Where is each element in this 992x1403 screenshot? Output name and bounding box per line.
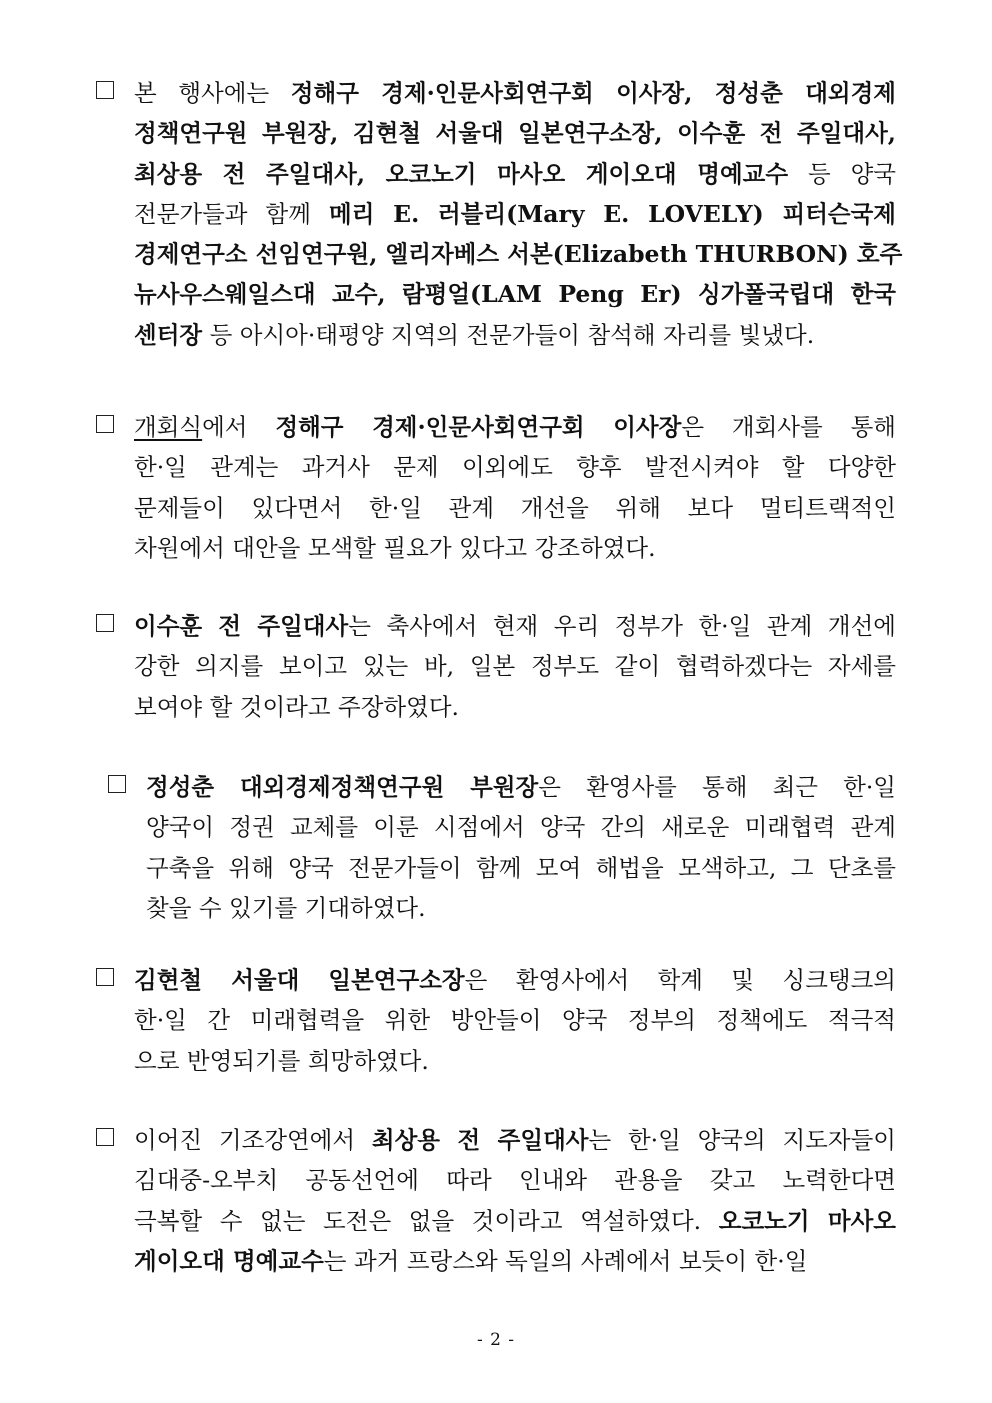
- bold-text: 경제연구소 선임연구원, 엘리자베스 서본(Elizabeth THURBON) 호주: [134, 240, 903, 269]
- text-line: [146, 807, 896, 847]
- text-run: 강한 의지를 보이고 있는 바, 일본 정부도 같이 협력하겠다는 자세를: [134, 652, 896, 681]
- paragraph-1: [96, 73, 903, 355]
- paragraph-lines: [134, 1120, 896, 1281]
- bold-text: 김현철 서울대 일본연구소장: [134, 966, 465, 994]
- text-line: [134, 73, 896, 113]
- bold-text: 정해구 경제·인문사회연구회 이사장: [275, 413, 682, 441]
- text-run: 은 환영사에서 학계 및 싱크탱크의: [464, 966, 896, 994]
- paragraph-3: [96, 606, 896, 727]
- text-line: [134, 1160, 896, 1200]
- checkbox-bullet-icon: [96, 81, 114, 99]
- checkbox-bullet-icon: [96, 1128, 114, 1146]
- text-run: 으로 반영되기를 희망하였다.: [134, 1046, 429, 1075]
- text-run: 본 행사에는: [134, 79, 291, 107]
- paragraph-2: [96, 407, 896, 568]
- text-run: 문제들이 있다면서 한·일 관계 개선을 위해 보다 멀티트랙적인: [134, 493, 896, 522]
- text-run: 이어진 기조강연에서: [134, 1126, 372, 1154]
- text-run: 등 아시아·태평양 지역의 전문가들이 참석해 자리를 빛냈다.: [202, 320, 815, 349]
- text-line: [146, 848, 896, 888]
- paragraph-6: [96, 1120, 896, 1281]
- text-line: [134, 1041, 896, 1081]
- bold-text: 정성춘 대외경제정책연구원 부원장: [146, 773, 539, 801]
- text-line: [134, 447, 896, 487]
- paragraph-5: [96, 960, 896, 1081]
- text-run: 양국이 정권 교체를 이룬 시점에서 양국 간의 새로운 미래협력 관계: [146, 813, 896, 842]
- text-run: 김대중-오부치 공동선언에 따라 인내와 관용을 갖고 노력한다면: [134, 1166, 896, 1195]
- page-number: - 2 -: [476, 1330, 516, 1350]
- text-run: 은 개회사를 통해: [681, 413, 896, 441]
- bold-text: 정해구 경제·인문사회연구회 이사장, 정성춘 대외경제: [290, 79, 896, 107]
- text-run: 는 축사에서 현재 우리 정부가 한·일 관계 개선에: [348, 612, 896, 640]
- paragraph-lines: [134, 73, 903, 355]
- bold-text: 게이오대 명예교수: [134, 1246, 324, 1275]
- text-line: [134, 194, 896, 234]
- bold-text: 최상용 전 주일대사: [371, 1126, 589, 1154]
- bold-text: 메리 E. 러블리(Mary E. LOVELY) 피터슨국제: [329, 199, 896, 228]
- bold-text: 이수훈 전 주일대사: [134, 612, 349, 640]
- checkbox-bullet-icon: [96, 614, 114, 632]
- text-run: 한·일 간 미래협력을 위한 방안들이 양국 정부의 정책에도 적극적: [134, 1006, 896, 1035]
- text-line: [134, 646, 896, 686]
- checkbox-bullet-icon: [96, 415, 114, 433]
- text-line: [134, 528, 896, 568]
- text-line: [146, 888, 896, 928]
- bold-text: 뉴사우스웨일스대 교수, 람평얼(LAM Peng Er) 싱가폴국립대 한국: [134, 280, 896, 309]
- text-run: 는 과거 프랑스와 독일의 사례에서 보듯이 한·일: [323, 1246, 808, 1275]
- paragraph-lines: [134, 606, 896, 727]
- checkbox-bullet-icon: [108, 775, 126, 793]
- bold-text: 정책연구원 부원장, 김현철 서울대 일본연구소장, 이수훈 전 주일대사,: [134, 119, 896, 148]
- paragraph-lines: [146, 767, 896, 928]
- paragraph-lines: [134, 407, 896, 568]
- text-run: 은 환영사를 통해 최근 한·일: [538, 773, 896, 801]
- text-line: [134, 315, 896, 355]
- text-run: 구축을 위해 양국 전문가들이 함께 모여 해법을 모색하고, 그 단초를: [146, 853, 896, 882]
- text-line: [134, 113, 896, 153]
- text-run: 에서: [202, 413, 276, 441]
- text-line: [134, 606, 896, 646]
- text-run: 한·일 관계는 과거사 문제 이외에도 향후 발전시켜야 할 다양한: [134, 453, 896, 482]
- text-line: [134, 1000, 896, 1040]
- checkbox-bullet-icon: [96, 968, 114, 986]
- text-run: 보여야 할 것이라고 주장하였다.: [134, 692, 459, 721]
- paragraph-4: [108, 767, 896, 928]
- text-run: 는 한·일 양국의 지도자들이: [588, 1126, 896, 1154]
- bold-text: 센터장: [134, 320, 203, 349]
- text-line: [134, 1120, 896, 1160]
- text-run: 극복할 수 없는 도전은 없을 것이라고 역설하였다.: [134, 1206, 719, 1235]
- bold-text: 오코노기 마사오: [718, 1206, 896, 1235]
- text-run: 차원에서 대안을 모색할 필요가 있다고 강조하였다.: [134, 533, 656, 562]
- text-line: [134, 274, 896, 314]
- paragraph-lines: [134, 960, 896, 1081]
- text-line: [134, 407, 896, 447]
- text-line: [134, 960, 896, 1000]
- text-line: [134, 154, 896, 194]
- text-line: [134, 1241, 896, 1281]
- text-line: [134, 488, 896, 528]
- bold-text: 최상용 전 주일대사, 오코노기 마사오 게이오대 명예교수: [134, 159, 789, 188]
- text-run: 등 양국: [788, 159, 896, 188]
- underlined-text: 개회식: [134, 413, 203, 441]
- text-line: [134, 687, 896, 727]
- text-run: 찾을 수 있기를 기대하였다.: [146, 893, 426, 922]
- text-line: [134, 234, 903, 274]
- text-line: [134, 1201, 896, 1241]
- text-run: 전문가들과 함께: [134, 199, 329, 228]
- text-line: [146, 767, 896, 807]
